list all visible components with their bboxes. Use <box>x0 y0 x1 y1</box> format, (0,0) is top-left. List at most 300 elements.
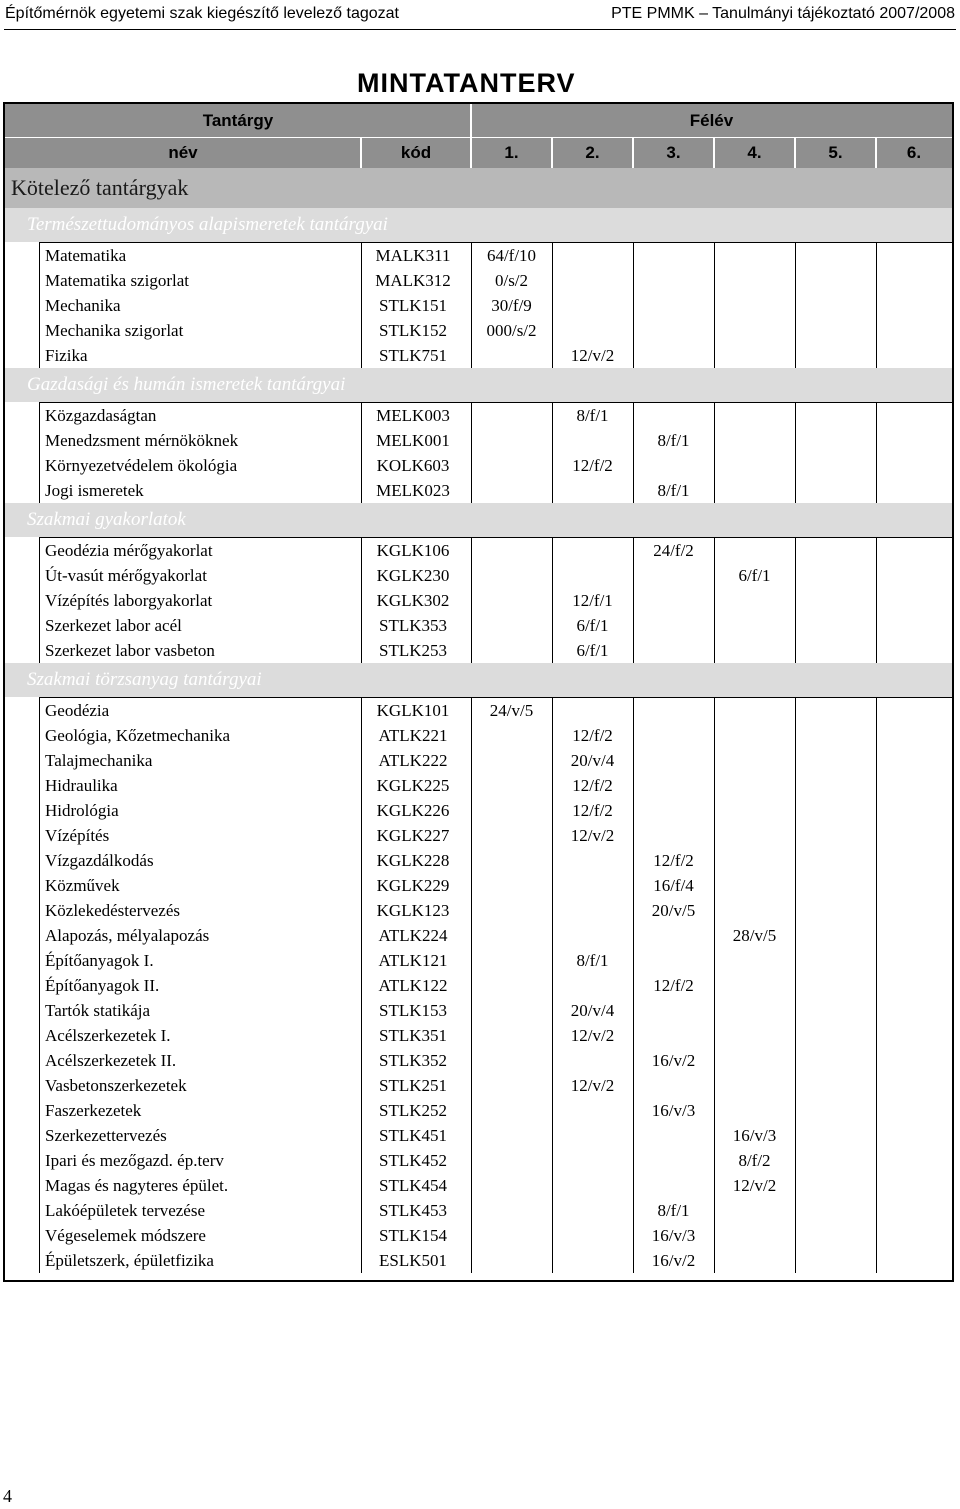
semester-5-cell <box>795 1148 876 1173</box>
semester-4-cell <box>714 848 795 873</box>
semester-4-cell <box>714 948 795 973</box>
semester-3-cell: 8/f/1 <box>657 1201 690 1220</box>
course-code: STLK454 <box>379 1176 447 1195</box>
semester-1-cell <box>471 538 552 563</box>
course-name: Geodézia <box>45 701 110 720</box>
semester-1-cell <box>471 1098 552 1123</box>
semester-1-cell <box>471 478 552 503</box>
semester-3-cell <box>633 773 714 798</box>
semester-6-cell <box>876 293 952 318</box>
semester-1-cell <box>471 798 552 823</box>
semester-4-cell <box>714 698 795 723</box>
course-name: Vízépítés laborgyakorlat <box>45 591 213 610</box>
semester-6-cell <box>876 318 952 343</box>
semester-6-cell <box>876 873 952 898</box>
course-name: Ipari és mezőgazd. ép.terv <box>45 1151 224 1170</box>
course-code: KGLK227 <box>376 826 450 845</box>
semester-1-cell <box>471 1248 552 1273</box>
course-code: MALK312 <box>375 271 451 290</box>
semester-6-cell <box>876 1223 952 1248</box>
semester-4-cell <box>714 748 795 773</box>
curriculum-table <box>3 102 954 1282</box>
semester-4-cell <box>714 873 795 898</box>
semester-5-cell <box>795 563 876 588</box>
semester-5-cell <box>795 343 876 368</box>
section-rows <box>39 402 952 503</box>
semester-1-cell <box>471 1048 552 1073</box>
semester-2-cell <box>552 698 633 723</box>
course-name: Közlekedéstervezés <box>45 901 180 920</box>
semester-6-cell <box>876 538 952 563</box>
course-name: Magas és nagyteres épület. <box>45 1176 229 1195</box>
course-code: KGLK101 <box>376 701 450 720</box>
semester-6-cell <box>876 923 952 948</box>
semester-6-cell <box>876 948 952 973</box>
semester-1-cell <box>471 563 552 588</box>
semester-4-cell <box>714 268 795 293</box>
page-title: MINTATANTERV <box>357 68 576 98</box>
semester-5-cell <box>795 478 876 503</box>
semester-2-cell <box>552 563 633 588</box>
table-row <box>39 318 952 343</box>
header-semester-1: 1. <box>504 143 519 162</box>
semester-1-cell <box>471 848 552 873</box>
table-row <box>39 748 952 773</box>
semester-1-cell: 0/s/2 <box>494 271 529 290</box>
course-name: Közművek <box>45 876 120 895</box>
semester-4-cell <box>714 1098 795 1123</box>
course-code: STLK452 <box>379 1151 447 1170</box>
semester-6-cell <box>876 1248 952 1273</box>
header-semester-4: 4. <box>747 143 762 162</box>
header-kod: kód <box>400 143 432 162</box>
semester-2-cell <box>552 898 633 923</box>
course-code: KGLK230 <box>376 566 450 585</box>
course-code: ESLK501 <box>379 1251 447 1270</box>
header-semester-5: 5. <box>828 143 843 162</box>
semester-2-cell <box>552 1098 633 1123</box>
semester-6-cell <box>876 1023 952 1048</box>
semester-5-cell <box>795 898 876 923</box>
header-left-text: Építőmérnök egyetemi szak kiegészítő levelező tagozat <box>5 5 399 22</box>
semester-4-cell: 6/f/1 <box>738 566 771 585</box>
semester-2-cell: 12/f/2 <box>572 801 613 820</box>
course-code: MALK311 <box>375 246 451 265</box>
course-name: Szerkezettervezés <box>45 1126 167 1145</box>
semester-3-cell: 8/f/1 <box>657 431 690 450</box>
table-row <box>39 343 952 368</box>
semester-5-cell <box>795 923 876 948</box>
table-row <box>39 998 952 1023</box>
semester-3-cell: 16/v/3 <box>651 1226 696 1245</box>
course-name: Alapozás, mélyalapozás <box>45 926 210 945</box>
course-code: ATLK222 <box>378 751 448 770</box>
table-row <box>39 723 952 748</box>
table-row <box>39 638 952 663</box>
semester-2-cell <box>552 318 633 343</box>
semester-6-cell <box>876 848 952 873</box>
table-row <box>39 1198 952 1223</box>
table-row <box>39 1023 952 1048</box>
table-row <box>39 1248 952 1273</box>
semester-5-cell <box>795 1073 876 1098</box>
semester-2-cell: 20/v/4 <box>570 751 615 770</box>
semester-4-cell: 8/f/2 <box>738 1151 771 1170</box>
section-title: Szakmai gyakorlatok <box>27 509 186 530</box>
semester-4-cell <box>714 478 795 503</box>
semester-6-cell <box>876 1048 952 1073</box>
table-row <box>39 1173 952 1198</box>
semester-3-cell <box>633 453 714 478</box>
course-code: KOLK603 <box>376 456 450 475</box>
semester-3-cell <box>633 1073 714 1098</box>
semester-1-cell <box>471 453 552 478</box>
semester-2-cell <box>552 1173 633 1198</box>
course-name: Építőanyagok II. <box>45 976 160 995</box>
semester-2-cell <box>552 538 633 563</box>
semester-4-cell: 28/v/5 <box>732 926 777 945</box>
course-code: STLK352 <box>379 1051 447 1070</box>
course-code: STLK351 <box>379 1026 447 1045</box>
page-number: 4 <box>3 1486 12 1506</box>
semester-1-cell <box>471 1223 552 1248</box>
course-code: STLK154 <box>379 1226 447 1245</box>
header-right-text: PTE PMMK – Tanulmányi tájékoztató 2007/2008 <box>611 5 955 22</box>
semester-3-cell <box>633 698 714 723</box>
semester-5-cell <box>795 798 876 823</box>
course-code: KGLK226 <box>376 801 450 820</box>
semester-1-cell <box>471 748 552 773</box>
course-code: ATLK122 <box>378 976 448 995</box>
semester-4-cell <box>714 1048 795 1073</box>
semester-3-cell <box>633 613 714 638</box>
semester-2-cell <box>552 1123 633 1148</box>
course-name: Geodézia mérőgyakorlat <box>45 541 213 560</box>
semester-4-cell <box>714 318 795 343</box>
semester-6-cell <box>876 823 952 848</box>
course-name: Menedzsment mérnököknek <box>45 431 239 450</box>
section-title: Természettudományos alapismeretek tantárgyai <box>27 214 388 235</box>
semester-5-cell <box>795 1098 876 1123</box>
semester-3-cell <box>633 293 714 318</box>
course-name: Matematika szigorlat <box>45 271 189 290</box>
course-name: Közgazdaságtan <box>45 406 157 425</box>
semester-2-cell <box>552 1198 633 1223</box>
semester-6-cell <box>876 638 952 663</box>
course-name: Út-vasút mérőgyakorlat <box>45 566 207 585</box>
semester-1-cell <box>471 638 552 663</box>
course-name: Fizika <box>45 346 88 365</box>
semester-6-cell <box>876 1148 952 1173</box>
course-name: Vasbetonszerkezetek <box>45 1076 187 1095</box>
table-row <box>39 243 952 268</box>
course-code: STLK153 <box>379 1001 447 1020</box>
table-row <box>39 1123 952 1148</box>
semester-3-cell <box>633 798 714 823</box>
semester-2-cell <box>552 293 633 318</box>
semester-2-cell: 20/v/4 <box>570 1001 615 1020</box>
semester-5-cell <box>795 1223 876 1248</box>
semester-6-cell <box>876 1173 952 1198</box>
semester-3-cell <box>633 1148 714 1173</box>
table-row <box>39 1223 952 1248</box>
semester-6-cell <box>876 898 952 923</box>
semester-5-cell <box>795 538 876 563</box>
semester-1-cell <box>471 1173 552 1198</box>
course-name: Szerkezet labor acél <box>45 616 182 635</box>
semester-2-cell: 12/v/2 <box>570 826 615 845</box>
section-header <box>5 368 952 402</box>
semester-6-cell <box>876 403 952 428</box>
semester-2-cell: 12/f/2 <box>572 456 613 475</box>
semester-6-cell <box>876 998 952 1023</box>
course-code: KGLK106 <box>376 541 450 560</box>
table-row <box>39 1098 952 1123</box>
table-row <box>39 873 952 898</box>
semester-1-cell <box>471 1198 552 1223</box>
table-row <box>39 773 952 798</box>
semester-3-cell <box>633 318 714 343</box>
section-rows <box>39 537 952 663</box>
semester-2-cell: 12/v/2 <box>570 346 615 365</box>
course-name: Hidrológia <box>45 801 119 820</box>
course-code: MELK003 <box>376 406 450 425</box>
semester-5-cell <box>795 1198 876 1223</box>
semester-6-cell <box>876 773 952 798</box>
section-rows <box>39 697 952 1273</box>
course-code: STLK453 <box>379 1201 447 1220</box>
semester-2-cell <box>552 848 633 873</box>
course-name: Acélszerkezetek II. <box>45 1051 177 1070</box>
semester-5-cell <box>795 613 876 638</box>
semester-5-cell <box>795 948 876 973</box>
semester-1-cell <box>471 873 552 898</box>
semester-2-cell: 12/f/2 <box>572 776 613 795</box>
semester-4-cell <box>714 1198 795 1223</box>
semester-1-cell <box>471 1148 552 1173</box>
table-row <box>39 613 952 638</box>
semester-2-cell: 6/f/1 <box>576 641 609 660</box>
semester-6-cell <box>876 723 952 748</box>
semester-5-cell <box>795 1248 876 1273</box>
semester-6-cell <box>876 268 952 293</box>
semester-3-cell <box>633 723 714 748</box>
semester-6-cell <box>876 563 952 588</box>
semester-3-cell <box>633 588 714 613</box>
semester-6-cell <box>876 343 952 368</box>
table-row <box>39 1048 952 1073</box>
course-code: ATLK224 <box>378 926 448 945</box>
semester-1-cell <box>471 1073 552 1098</box>
semester-6-cell <box>876 798 952 823</box>
course-name: Vízgazdálkodás <box>45 851 154 870</box>
semester-4-cell <box>714 723 795 748</box>
section-rows <box>39 242 952 368</box>
course-code: ATLK121 <box>378 951 448 970</box>
section-kotelezo-label: Kötelező tantárgyak <box>11 175 189 200</box>
semester-2-cell <box>552 478 633 503</box>
page-header <box>5 5 955 25</box>
course-name: Építőanyagok I. <box>45 951 154 970</box>
semester-3-cell <box>633 823 714 848</box>
course-code: ATLK221 <box>378 726 448 745</box>
semester-1-cell <box>471 1023 552 1048</box>
table-row <box>39 1073 952 1098</box>
header-felev: Félév <box>689 111 734 130</box>
semester-1-cell: 30/f/9 <box>491 296 532 315</box>
table-row <box>39 923 952 948</box>
semester-5-cell <box>795 403 876 428</box>
semester-1-cell <box>471 823 552 848</box>
semester-4-cell <box>714 613 795 638</box>
semester-2-cell <box>552 1223 633 1248</box>
semester-3-cell: 16/v/3 <box>651 1101 696 1120</box>
header-semester-3: 3. <box>666 143 681 162</box>
semester-2-cell: 12/v/2 <box>570 1026 615 1045</box>
course-code: STLK251 <box>379 1076 447 1095</box>
semester-5-cell <box>795 973 876 998</box>
semester-1-cell <box>471 923 552 948</box>
semester-5-cell <box>795 318 876 343</box>
semester-3-cell <box>633 563 714 588</box>
course-name: Tartók statikája <box>45 1001 151 1020</box>
semester-3-cell: 16/v/2 <box>651 1251 696 1270</box>
semester-4-cell <box>714 1073 795 1098</box>
semester-2-cell <box>552 923 633 948</box>
semester-3-cell: 20/v/5 <box>651 901 696 920</box>
semester-4-cell <box>714 823 795 848</box>
semester-5-cell <box>795 1173 876 1198</box>
semester-4-cell <box>714 453 795 478</box>
semester-3-cell <box>633 1173 714 1198</box>
table-row <box>39 428 952 453</box>
course-code: STLK751 <box>379 346 447 365</box>
table-row <box>39 478 952 503</box>
course-code: KGLK302 <box>376 591 450 610</box>
table-row <box>39 563 952 588</box>
course-name: Faszerkezetek <box>45 1101 142 1120</box>
semester-2-cell <box>552 268 633 293</box>
semester-4-cell <box>714 343 795 368</box>
course-name: Lakóépületek tervezése <box>45 1201 205 1220</box>
course-code: STLK151 <box>379 296 447 315</box>
semester-4-cell <box>714 1248 795 1273</box>
table-row <box>39 588 952 613</box>
course-name: Hidraulika <box>45 776 118 795</box>
semester-5-cell <box>795 1123 876 1148</box>
section-header <box>5 663 952 697</box>
semester-6-cell <box>876 1123 952 1148</box>
course-code: STLK252 <box>379 1101 447 1120</box>
semester-4-cell <box>714 403 795 428</box>
semester-3-cell: 12/f/2 <box>653 851 694 870</box>
semester-3-cell <box>633 1023 714 1048</box>
course-name: Mechanika szigorlat <box>45 321 184 340</box>
semester-1-cell <box>471 613 552 638</box>
semester-5-cell <box>795 823 876 848</box>
course-name: Környezetvédelem ökológia <box>45 456 238 475</box>
semester-4-cell <box>714 538 795 563</box>
semester-1-cell <box>471 773 552 798</box>
header-rule <box>4 29 956 30</box>
course-code: KGLK229 <box>376 876 450 895</box>
table-row <box>39 948 952 973</box>
semester-3-cell <box>633 268 714 293</box>
semester-2-cell: 12/v/2 <box>570 1076 615 1095</box>
course-name: Mechanika <box>45 296 121 315</box>
semester-1-cell: 24/v/5 <box>489 701 534 720</box>
semester-3-cell <box>633 243 714 268</box>
semester-3-cell: 8/f/1 <box>657 481 690 500</box>
section-title: Szakmai törzsanyag tantárgyai <box>27 669 262 690</box>
semester-3-cell <box>633 343 714 368</box>
semester-1-cell <box>471 1123 552 1148</box>
semester-2-cell <box>552 1048 633 1073</box>
course-code: KGLK228 <box>376 851 450 870</box>
semester-4-cell <box>714 898 795 923</box>
course-code: STLK353 <box>379 616 447 635</box>
semester-6-cell <box>876 1073 952 1098</box>
header-tantargy: Tantárgy <box>202 111 274 130</box>
semester-4-cell <box>714 588 795 613</box>
header-nev: név <box>168 143 198 162</box>
semester-2-cell <box>552 873 633 898</box>
semester-5-cell <box>795 873 876 898</box>
table-row <box>39 1148 952 1173</box>
semester-3-cell: 16/f/4 <box>653 876 694 895</box>
semester-2-cell: 12/f/2 <box>572 726 613 745</box>
table-row <box>39 973 952 998</box>
header-semester-6: 6. <box>906 143 922 162</box>
semester-3-cell <box>633 998 714 1023</box>
semester-4-cell <box>714 1023 795 1048</box>
semester-2-cell <box>552 1248 633 1273</box>
semester-5-cell <box>795 1023 876 1048</box>
semester-4-cell <box>714 798 795 823</box>
course-name: Geológia, Kőzetmechanika <box>45 726 231 745</box>
semester-5-cell <box>795 748 876 773</box>
semester-1-cell <box>471 948 552 973</box>
course-code: MELK001 <box>376 431 450 450</box>
semester-2-cell <box>552 973 633 998</box>
semester-3-cell <box>633 638 714 663</box>
semester-4-cell <box>714 428 795 453</box>
semester-6-cell <box>876 613 952 638</box>
semester-2-cell <box>552 1148 633 1173</box>
table-row <box>39 823 952 848</box>
semester-3-cell: 16/v/2 <box>651 1051 696 1070</box>
semester-3-cell <box>633 948 714 973</box>
course-name: Vízépítés <box>45 826 110 845</box>
semester-5-cell <box>795 428 876 453</box>
table-header-row-2 <box>5 138 952 168</box>
section-header <box>5 208 952 242</box>
semester-4-cell: 16/v/3 <box>732 1126 777 1145</box>
semester-1-cell: 64/f/10 <box>486 246 537 265</box>
semester-5-cell <box>795 243 876 268</box>
header-semester-2: 2. <box>585 143 600 162</box>
course-code: STLK152 <box>379 321 447 340</box>
course-name: Acélszerkezetek I. <box>45 1026 171 1045</box>
semester-4-cell <box>714 638 795 663</box>
semester-1-cell: 000/s/2 <box>486 321 537 340</box>
semester-1-cell <box>471 588 552 613</box>
semester-3-cell: 24/f/2 <box>653 541 694 560</box>
semester-3-cell <box>633 923 714 948</box>
semester-6-cell <box>876 1098 952 1123</box>
semester-1-cell <box>471 403 552 428</box>
semester-4-cell <box>714 773 795 798</box>
